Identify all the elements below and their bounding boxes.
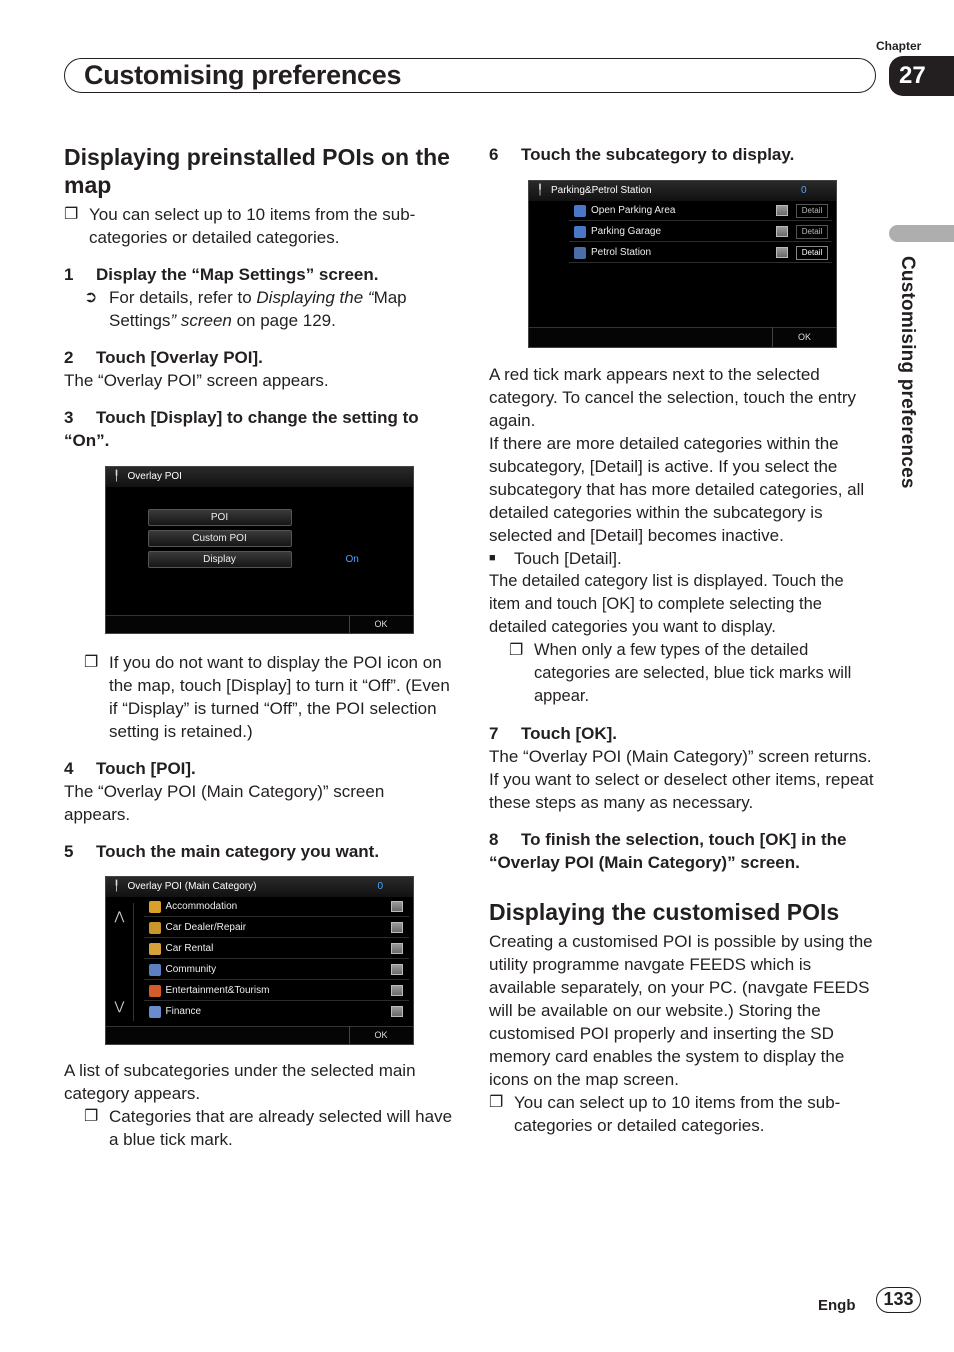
bottom-bar xyxy=(106,615,413,633)
page-number: 133 xyxy=(876,1287,921,1313)
parking-icon xyxy=(574,205,586,217)
page-title: Customising preferences xyxy=(84,60,402,90)
step-1: 1 Display the “Map Settings” screen. xyxy=(64,265,379,284)
note-icon: ❐ xyxy=(64,206,79,223)
checkbox[interactable] xyxy=(391,1006,403,1017)
detail-button[interactable]: Detail xyxy=(796,204,828,218)
community-icon xyxy=(149,964,161,976)
checkbox[interactable] xyxy=(776,205,788,216)
list-item[interactable]: Car Rental xyxy=(144,939,409,959)
list-item[interactable]: Car Dealer/Repair xyxy=(144,918,409,938)
menu-icon: ╿ xyxy=(537,185,544,196)
display-button[interactable]: Display xyxy=(148,551,292,568)
detail-button[interactable]: Detail xyxy=(796,246,828,260)
checkbox[interactable] xyxy=(776,247,788,258)
chapter-number: 27 xyxy=(889,56,954,96)
main-category-screenshot xyxy=(105,876,414,1045)
parking-icon xyxy=(574,226,586,238)
note-icon: ❐ xyxy=(509,642,524,659)
scroll-down-icon[interactable]: ⋁ xyxy=(114,999,125,1013)
note-icon: ❐ xyxy=(489,1094,504,1111)
side-tab-label: Customising preferences xyxy=(897,256,918,489)
car-repair-icon xyxy=(149,922,161,934)
step-4: 4 Touch [POI]. xyxy=(64,759,196,778)
step-4-body: The “Overlay POI (Main Category)” screen appears. xyxy=(64,782,385,824)
ok-button[interactable]: OK xyxy=(772,327,836,347)
accommodation-icon xyxy=(149,901,161,913)
step-2-body: The “Overlay POI” screen appears. xyxy=(64,371,329,390)
car-rental-icon xyxy=(149,943,161,955)
checkbox[interactable] xyxy=(391,985,403,996)
list-item[interactable]: Community xyxy=(144,960,409,980)
custom-poi-button[interactable]: Custom POI xyxy=(148,530,292,547)
checkbox[interactable] xyxy=(391,964,403,975)
step-6: 6 Touch the subcategory to display. xyxy=(489,145,795,164)
paragraph: A list of subcategories under the selected main category appears. xyxy=(64,1061,416,1103)
checkbox[interactable] xyxy=(391,922,403,933)
paragraph: A red tick mark appears next to the selected category. To cancel the selection, touch the entry again. xyxy=(489,365,856,430)
overlay-poi-screenshot xyxy=(105,466,414,634)
ok-button[interactable]: OK xyxy=(349,1026,413,1044)
step-8: 8 To finish the selection, touch [OK] in the “Overlay POI (Main Category)” screen. xyxy=(489,830,847,872)
step-7: 7 Touch [OK]. xyxy=(489,724,617,743)
left-column xyxy=(64,143,454,1151)
bullet-icon: ■ xyxy=(489,552,496,564)
subcategory-screenshot xyxy=(528,180,837,348)
paragraph: Creating a customised POI is possible by using the utility programme navgate FEEDS which is available separately, on your PC. (navgate FEEDS will be available on our website.) Storing the customised POI properly and inserting the SD memory card enables the system to display the icons on the map screen. xyxy=(489,932,873,1089)
side-tab-marker xyxy=(889,225,954,242)
chapter-label: Chapter xyxy=(876,39,922,53)
step-3: 3 Touch [Display] to change the setting to “On”. xyxy=(64,408,419,450)
bottom-bar xyxy=(106,1026,413,1044)
list-item[interactable]: Entertainment&Tourism xyxy=(144,981,409,1001)
section-title: Displaying preinstalled POIs on the map xyxy=(64,144,450,198)
list-item[interactable]: Open Parking Area Detail xyxy=(569,201,832,221)
paragraph: If there are more detailed categories within the subcategory, [Detail] is active. If you select the subcategory that has more detailed categories, all detailed categories within the subcategory is selected and [Detail] becomes inactive. xyxy=(489,434,865,545)
right-column xyxy=(489,143,879,1137)
ok-button[interactable]: OK xyxy=(349,615,413,633)
poi-button[interactable]: POI xyxy=(148,509,292,526)
note: ❐ You can select up to 10 items from the sub-categories or detailed categories. xyxy=(489,1093,841,1135)
petrol-icon xyxy=(574,247,586,259)
checkbox[interactable] xyxy=(776,226,788,237)
menu-icon: ╿ xyxy=(113,881,120,892)
arrow-icon: ➲ xyxy=(84,289,98,306)
bullet-item: ■ Touch [Detail]. xyxy=(489,549,622,568)
note: ❐ When only a few types of the detailed categories are selected, blue tick marks will appear. xyxy=(509,641,852,705)
note: ❐ Categories that are already selected will have a blue tick mark. xyxy=(84,1107,453,1149)
finance-icon xyxy=(149,1006,161,1018)
list-item[interactable]: Accommodation xyxy=(144,897,409,917)
note: ❐ If you do not want to display the POI icon on the map, touch [Display] to turn it “Off”. (Even if “Display” is turned “Off”, the POI selection setting is retained.) xyxy=(84,653,450,741)
list-item[interactable]: Petrol Station Detail xyxy=(569,243,832,263)
checkbox[interactable] xyxy=(391,943,403,954)
entertainment-icon xyxy=(149,985,161,997)
screen-titlebar: ╿ Overlay POI (Main Category) 0 xyxy=(106,877,413,897)
screen-titlebar: ╿ Overlay POI xyxy=(106,467,413,487)
bottom-bar xyxy=(529,327,836,347)
checkbox[interactable] xyxy=(391,901,403,912)
step-2: 2 Touch [Overlay POI]. xyxy=(64,348,263,367)
note-icon: ❐ xyxy=(84,1108,99,1125)
step-7-body: The “Overlay POI (Main Category)” screen returns. xyxy=(489,747,872,766)
paragraph: If you want to select or deselect other items, repeat these steps as many as necessary. xyxy=(489,770,874,812)
display-value: On xyxy=(345,554,359,565)
menu-icon: ╿ xyxy=(113,471,120,482)
scroll-bar[interactable] xyxy=(112,903,134,1021)
language-code: Engb xyxy=(818,1297,856,1314)
list-item[interactable]: Parking Garage Detail xyxy=(569,222,832,242)
section-title: Displaying the customised POIs xyxy=(489,899,840,925)
reference-note: ➲ For details, refer to Displaying the “Map Settings” screen on page 129. xyxy=(84,288,407,330)
scroll-up-icon[interactable]: ⋀ xyxy=(114,909,125,923)
note: ❐ You can select up to 10 items from the sub-categories or detailed categories. xyxy=(64,205,416,247)
note-icon: ❐ xyxy=(84,654,99,671)
list-item[interactable]: Finance xyxy=(144,1002,409,1022)
screen-titlebar: ╿ Parking&Petrol Station 0 xyxy=(529,181,836,201)
paragraph: The detailed category list is displayed. Touch the item and touch [OK] to complete selecting the detailed categories you want to display. xyxy=(489,572,844,636)
step-5: 5 Touch the main category you want. xyxy=(64,842,380,861)
detail-button[interactable]: Detail xyxy=(796,225,828,239)
